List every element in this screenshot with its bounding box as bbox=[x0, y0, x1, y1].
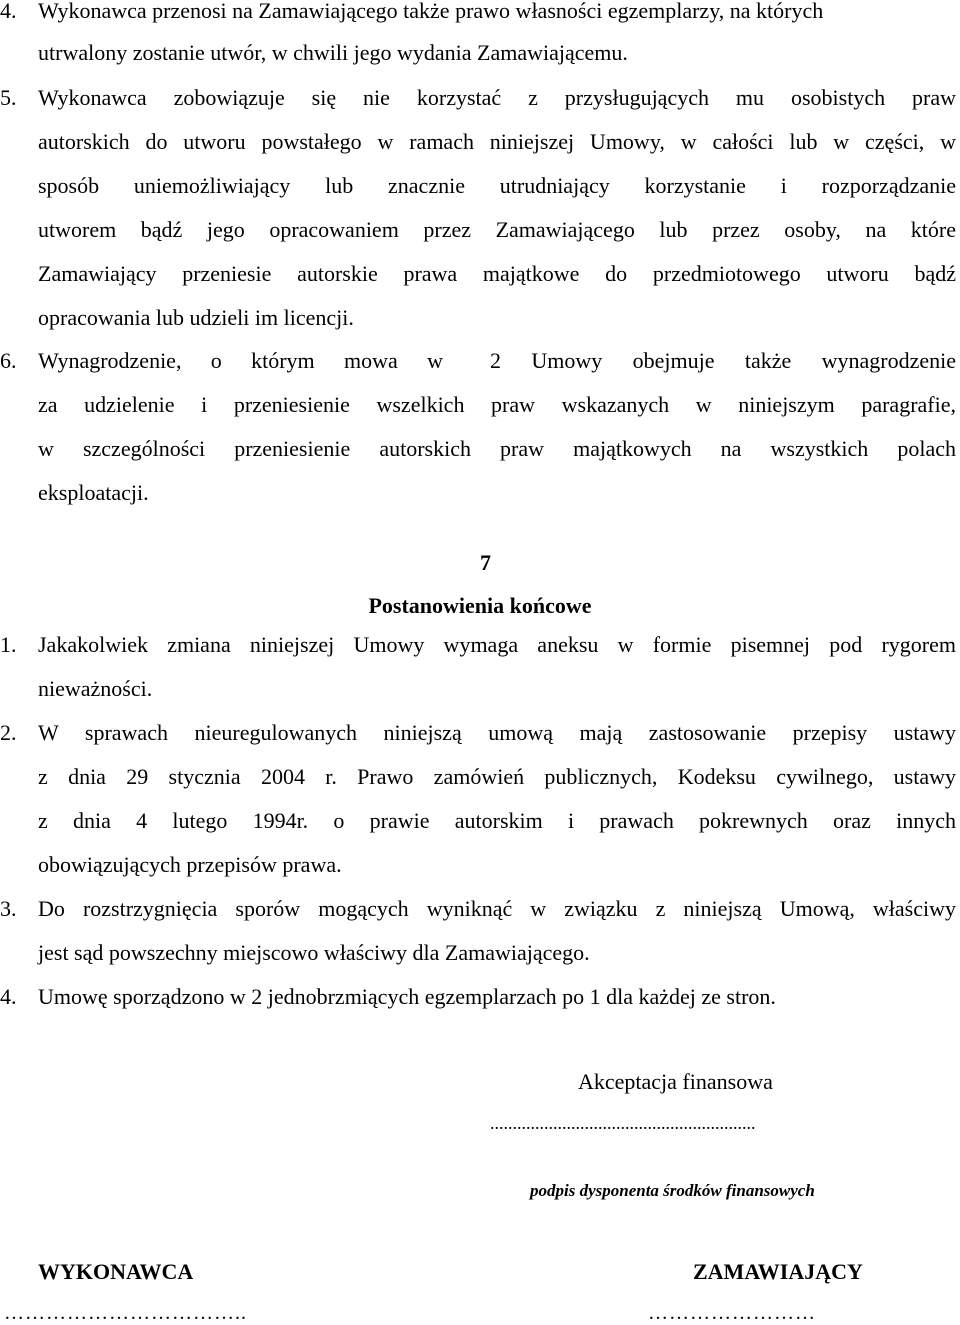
final-4-line-1: Umowę sporządzono w 2 jednobrzmiących egzemplarzach po 1 dla każdej ze stron. bbox=[38, 984, 776, 1009]
item-6-line-4: eksploatacji. bbox=[38, 480, 149, 505]
final-2-line-3: z dnia 4 lutego 1994r. o prawie autorskim i prawach pokrewnych oraz innych bbox=[38, 808, 956, 833]
item-6-line-2: za udzielenie i przeniesienie wszelkich praw wskazanych w niniejszym paragrafie, bbox=[38, 392, 956, 417]
finance-title: Akceptacja finansowa bbox=[578, 1069, 773, 1094]
finance-signature-dots: ........................................................... bbox=[490, 1113, 756, 1133]
item-5-line-2: autorskich do utworu powstałego w ramach niniejszej Umowy, w całości lub w części, w bbox=[38, 129, 956, 154]
item-6-line-1a: Wynagrodzenie, o którym mowa w bbox=[38, 348, 443, 373]
item-number: 5. bbox=[0, 85, 17, 110]
item-5-line-3: sposób uniemożliwiający lub znacznie utrudniający korzystanie i rozporządzanie bbox=[38, 173, 956, 198]
item-6-line-1b: 2 Umowy obejmuje także wynagrodzenie bbox=[490, 348, 956, 373]
item-number: 1. bbox=[0, 632, 17, 657]
item-5-line-6: opracowania lub udzieli im licencji. bbox=[38, 305, 354, 330]
item-6-line-3: w szczególności przeniesienie autorskich praw majątkowych na wszystkich polach bbox=[38, 436, 956, 461]
finance-signature-note: podpis dysponenta środków finansowych bbox=[530, 1181, 815, 1200]
final-1-line-2: nieważności. bbox=[38, 676, 153, 701]
item-5-line-5: Zamawiający przeniesie autorskie prawa majątkowe do przedmiotowego utworu bądź bbox=[38, 261, 956, 286]
item-number: 3. bbox=[0, 896, 17, 921]
item-4-line-2: utrwalony zostanie utwór, w chwili jego wydania Zamawiającemu. bbox=[38, 40, 628, 65]
section-title: Postanowienia końcowe bbox=[368, 593, 592, 618]
final-3-line-2: jest sąd powszechny miejscowo właściwy dla Zamawiającego. bbox=[38, 940, 590, 965]
client-label: ZAMAWIAJĄCY bbox=[693, 1259, 863, 1284]
item-number: 2. bbox=[0, 720, 17, 745]
final-2-line-2: z dnia 29 stycznia 2004 r. Prawo zamówień publicznych, Kodeksu cywilnego, ustawy bbox=[38, 764, 956, 789]
contractor-label: WYKONAWCA bbox=[38, 1259, 194, 1284]
client-signature-dots: …………………… bbox=[648, 1302, 816, 1324]
final-1-line-1: Jakakolwiek zmiana niniejszej Umowy wymaga aneksu w formie pisemnej pod rygorem bbox=[38, 632, 956, 657]
section-number: 7 bbox=[480, 550, 491, 575]
item-number: 4. bbox=[0, 984, 17, 1009]
item-number: 6. bbox=[0, 348, 17, 373]
item-5-line-1: Wykonawca zobowiązuje się nie korzystać z przysługujących mu osobistych praw bbox=[38, 85, 956, 110]
item-number: 4. bbox=[0, 0, 17, 23]
final-2-line-1: W sprawach nieuregulowanych niniejszą umową mają zastosowanie przepisy ustawy bbox=[38, 720, 956, 745]
final-2-line-4: obowiązujących przepisów prawa. bbox=[38, 852, 342, 877]
contractor-signature-dots: …………………………….. bbox=[4, 1302, 247, 1324]
item-4-line-1: Wykonawca przenosi na Zamawiającego także prawo własności egzemplarzy, na których bbox=[38, 0, 824, 23]
item-5-line-4: utworem bądź jego opracowaniem przez Zamawiającego lub przez osoby, na które bbox=[38, 217, 956, 242]
final-3-line-1: Do rozstrzygnięcia sporów mogących wyniknąć w związku z niniejszą Umową, właściwy bbox=[38, 896, 956, 921]
